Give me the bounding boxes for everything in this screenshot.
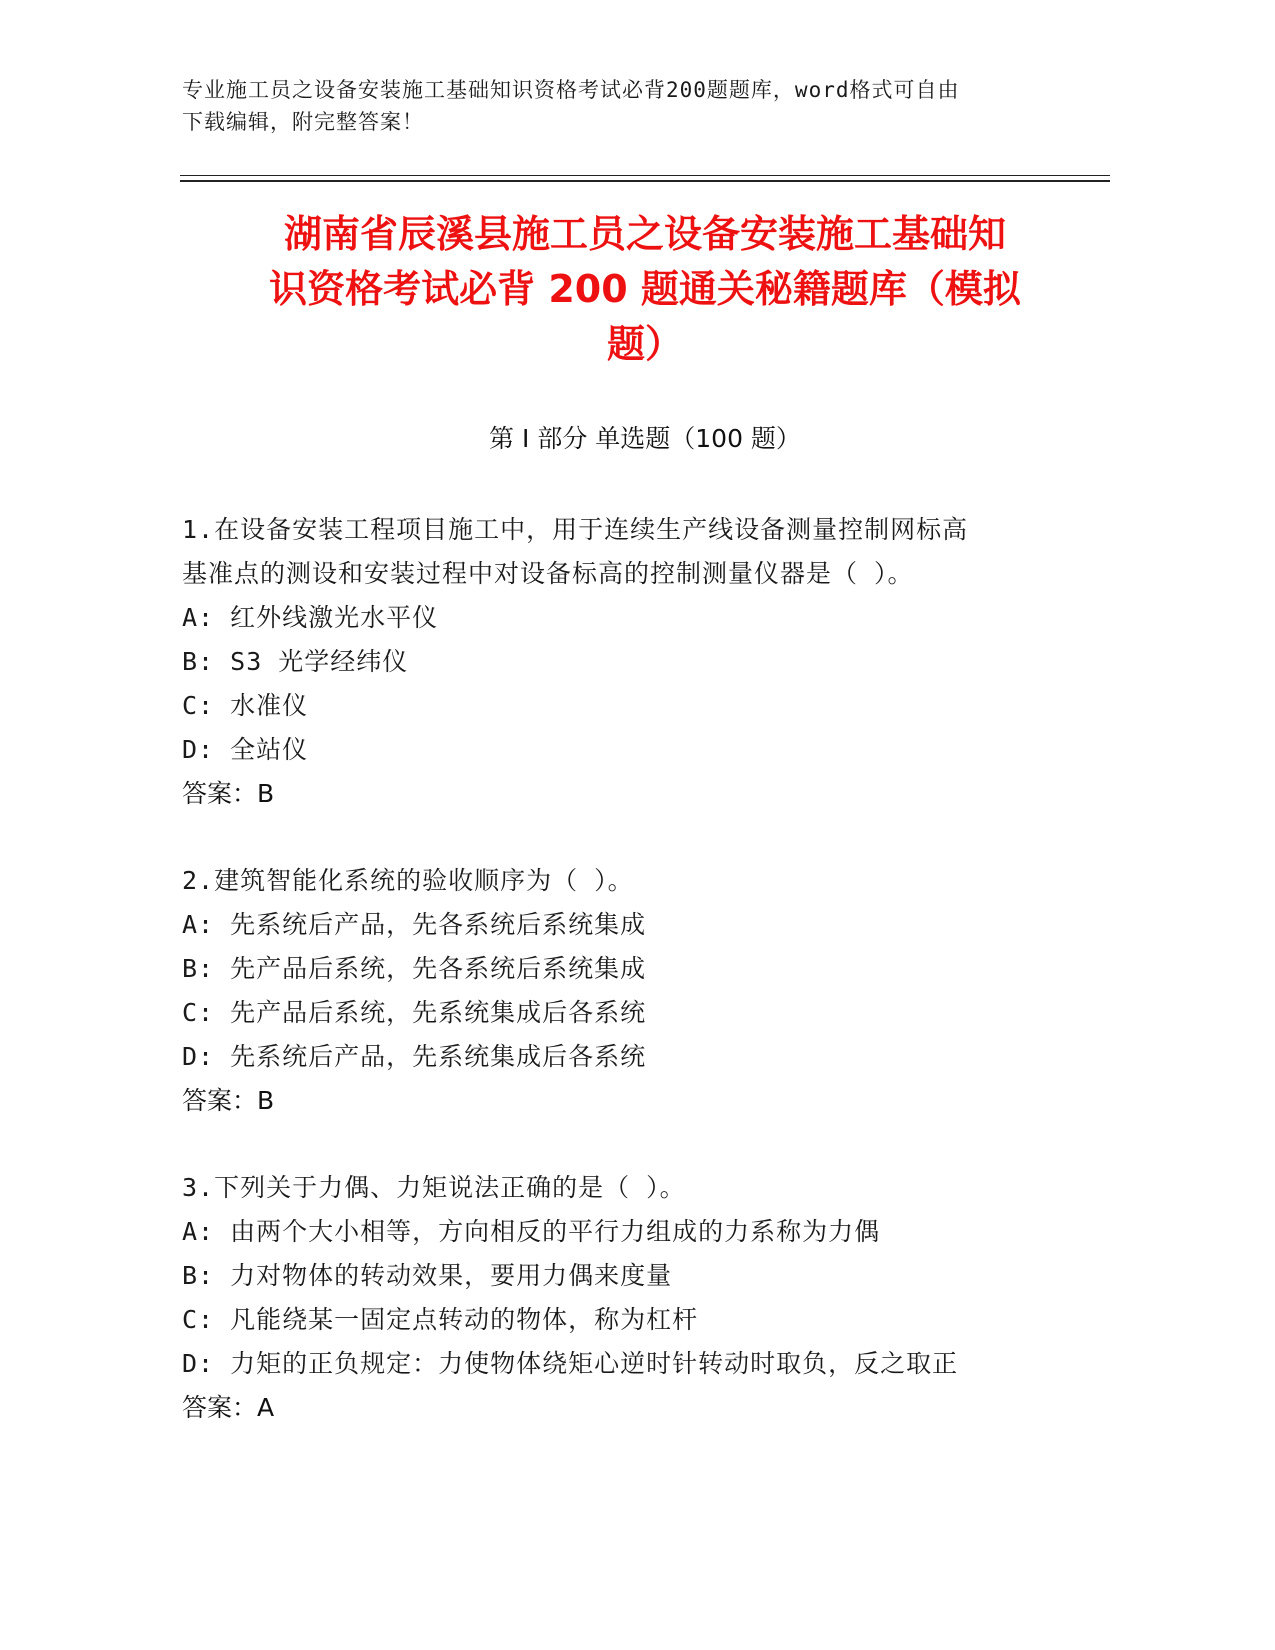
option-c: C: 凡能绕某一固定点转动的物体，称为杠杆 (182, 1305, 699, 1334)
question-3 (182, 1166, 1112, 1430)
question-list (182, 508, 1112, 1473)
header-divider-thick (180, 180, 1110, 182)
header-note (182, 74, 1082, 138)
document-title-line-2: 识资格考试必背 200 题通关秘籍题库（模拟 (269, 267, 1021, 311)
option-b: B: 力对物体的转动效果，要用力偶来度量 (182, 1261, 673, 1290)
question-stem: 2.建筑智能化系统的验收顺序为（ ）。 (182, 866, 634, 895)
answer: 答案：B (182, 1086, 275, 1115)
option-c: C: 水准仪 (182, 691, 309, 720)
document-title-line-1: 湖南省辰溪县施工员之设备安装施工基础知 (283, 212, 1006, 256)
answer: 答案：A (182, 1393, 275, 1422)
header-note-line-1: 专业施工员之设备安装施工基础知识资格考试必背200题题库，word格式可自由 (182, 78, 960, 102)
question-stem: 1.在设备安装工程项目施工中，用于连续生产线设备测量控制网标高 (182, 515, 969, 544)
option-a: A: 红外线激光水平仪 (182, 603, 439, 632)
question-2 (182, 859, 1112, 1123)
option-d: D: 全站仪 (182, 735, 309, 764)
header-divider-thin (180, 175, 1110, 176)
option-b: B: 先产品后系统，先各系统后系统集成 (182, 954, 647, 983)
option-b: B: S3 光学经纬仪 (182, 647, 409, 676)
header-note-line-2: 下载编辑，附完整答案！ (182, 110, 424, 134)
option-c: C: 先产品后系统，先系统集成后各系统 (182, 998, 647, 1027)
section-heading: 第 I 部分 单选题（100 题） (489, 424, 801, 453)
option-a: A: 先系统后产品，先各系统后系统集成 (182, 910, 647, 939)
option-a: A: 由两个大小相等，方向相反的平行力组成的力系称为力偶 (182, 1217, 881, 1246)
option-d: D: 力矩的正负规定：力使物体绕矩心逆时针转动时取负，反之取正 (182, 1349, 959, 1378)
question-stem: 3.下列关于力偶、力矩说法正确的是（ ）。 (182, 1173, 686, 1202)
option-d: D: 先系统后产品，先系统集成后各系统 (182, 1042, 647, 1071)
document-title-line-3: 题） (606, 322, 683, 366)
answer: 答案：B (182, 779, 275, 808)
question-stem-continued: 基准点的测设和安装过程中对设备标高的控制测量仪器是（ ）。 (182, 559, 914, 588)
document-title (180, 207, 1110, 372)
question-1 (182, 508, 1112, 816)
